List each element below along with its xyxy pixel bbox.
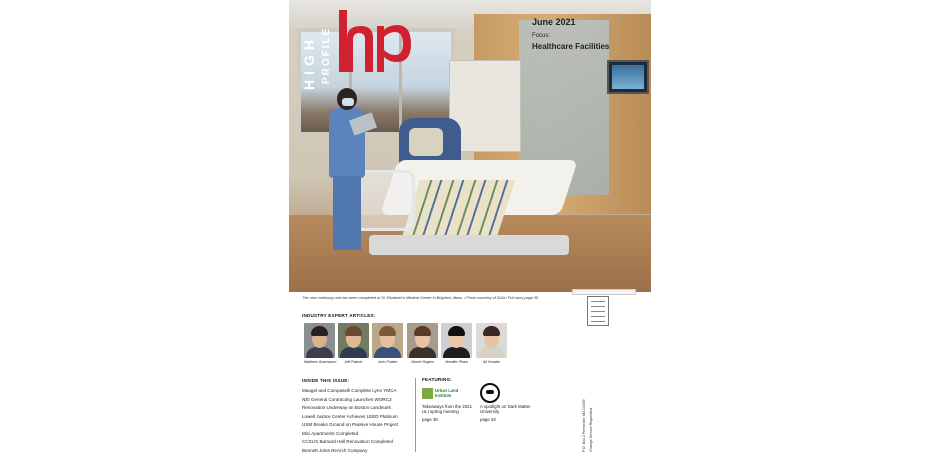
uli-logo-icon (422, 388, 433, 399)
expert-photo (441, 323, 472, 358)
expert-card (441, 323, 472, 364)
hp-logo-icon (337, 8, 413, 78)
issue-date: June 2021 (532, 17, 576, 27)
photo-caption: The new med/surg unit has been completed at St. Elizabeth's Medical Center in Brighton, Mass. / Photo courtesy of SGA / Full story page 35 (302, 296, 539, 300)
list-item: Mici Apartments Completed (302, 430, 359, 436)
expert-photo (372, 323, 403, 358)
expert-name: Jennifer Pham (444, 360, 469, 364)
wall-monitor (607, 60, 649, 94)
list-item: Lowell Justice Center Achieves LEED Platinum (302, 413, 398, 419)
dark-matter-logo-icon (480, 383, 500, 403)
spotlight-page: page 33 (480, 417, 496, 422)
service-requested: Change Service Requested (589, 408, 593, 452)
expert-name: John Fowler (377, 360, 398, 364)
expert-photo (338, 323, 369, 358)
mailing-strip (572, 289, 636, 295)
expert-photo (407, 323, 438, 358)
hospital-bed (349, 150, 584, 260)
list-item: NEI General Contracting Launches WORC2 (302, 396, 392, 402)
expert-photo (476, 323, 507, 358)
masthead-wordmark (295, 4, 341, 90)
expert-photo (304, 323, 335, 358)
inside-issue-heading: INSIDE THIS ISSUE: (302, 378, 350, 383)
nurse-figure (325, 88, 369, 258)
column-divider (415, 378, 416, 452)
expert-card (338, 323, 369, 364)
industry-experts-heading: INDUSTRY EXPERT ARTICLES: (302, 313, 376, 318)
uli-feature-page: page 30 (422, 417, 438, 422)
uli-logo-text: Urban Land Institute (435, 388, 459, 398)
masthead-profile: PROFILE (321, 26, 332, 84)
featuring-heading: FEATURING: (422, 377, 452, 382)
masthead-high: HIGH (301, 35, 317, 90)
expert-name: Matthew Guarracino (304, 360, 337, 364)
focus-topic: Healthcare Facilities (532, 42, 610, 51)
uli-feature-text: Takeaways from the 2021 ULI spring meeting (422, 404, 473, 414)
spotlight-text: A spotlight on Dark Matter University (480, 404, 531, 414)
expert-card (476, 323, 507, 364)
list-item: Maugel and Compaselli Complete Lynn YMCA (302, 388, 397, 393)
list-item: Renovation Underway on Boston Landmark (302, 405, 391, 410)
cover-photo (289, 0, 651, 292)
list-item: CCSU's Barnard Hall Renovation Completed (302, 439, 394, 444)
uli-logo (422, 388, 460, 400)
magazine-cover (289, 0, 651, 465)
expert-name: Nicole Rogers (411, 360, 434, 364)
postage-indicia (587, 296, 609, 326)
return-address: P.O. Box 2 Pembroke, MA 02359 (582, 399, 586, 452)
expert-card (372, 323, 403, 364)
expert-name: Ali Horwitz (483, 360, 500, 364)
expert-name: Jeff Palmer (344, 360, 363, 364)
focus-label: Focus: (532, 33, 551, 39)
expert-card (304, 323, 335, 364)
list-item: Bennett Joins ReArch Company (302, 447, 368, 453)
list-item: USM Breaks Ground on Passive House Project (302, 422, 399, 427)
expert-card (407, 323, 438, 364)
